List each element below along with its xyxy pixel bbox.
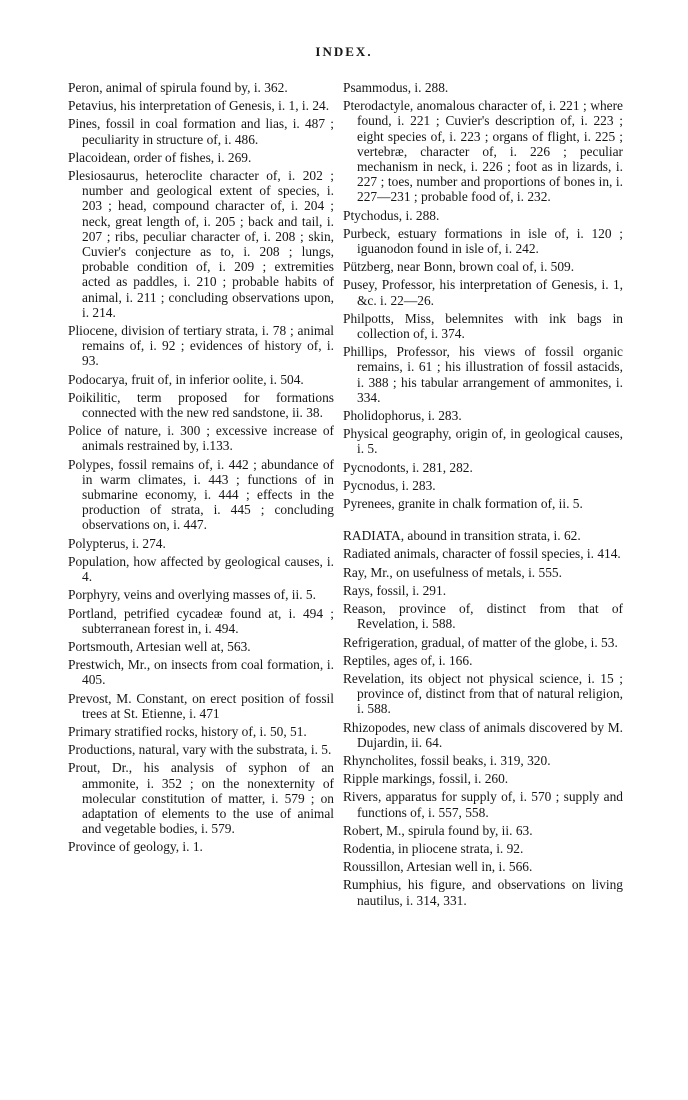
index-entry: Pliocene, division of tertiary strata, i. 78 ; animal remains of, i. 92 ; evidences of history of, i. 93. (68, 323, 334, 369)
index-entry: Robert, M., spirula found by, ii. 63. (343, 822, 533, 838)
index-entry: Peron, animal of spirula found by, i. 362. (68, 80, 288, 95)
index-entry: Polypterus, i. 274. (68, 535, 166, 551)
index-entry: Radiated animals, character of fossil species, i. 414. (343, 546, 621, 562)
index-entry: Pützberg, near Bonn, brown coal of, i. 509. (343, 259, 575, 275)
index-entry: Rodentia, in pliocene strata, i. 92. (343, 840, 524, 856)
index-entry: Portsmouth, Artesian well at, 563. (68, 638, 251, 654)
index-entry: Prevost, M. Constant, on erect position of fossil trees at St. Etienne, i. 471 (68, 690, 334, 721)
index-entry: Psammodus, i. 288. (343, 80, 449, 95)
index-entry: RADIATA, abound in transition strata, i. 62. (343, 528, 581, 544)
index-entry: Province of geology, i. 1. (68, 839, 203, 855)
index-entry: Phillips, Professor, his views of fossil organic remains, i. 61 ; his illustration of fossil astacids, i. 388 ; his tabular arrangement of ammonites, i. 334. (343, 344, 623, 405)
index-column-right (343, 80, 623, 911)
index-entry: Plesiosaurus, heteroclite character of, i. 202 ; number and geological extent of species, i. 203 ; head, compound character of, i. 204 ; neck, great length of, i. 205 ; back and tail, i. 207 ; ribs, peculiar character of, i. 208 ; skin, Cuvier's conjecture as to, i. 208 ; lungs, probable condition of, i. 209 ; extremities acted as paddles, i. 210 ; probable habits of animal, i. 211 ; concluding observations upon, i. 214. (68, 168, 334, 320)
index-entry: Pterodactyle, anomalous character of, i. 221 ; where found, i. 221 ; Cuvier's description of, i. 223 ; eight species of, i. 223 ; organs of flight, i. 225 ; vertebræ, character of, i. 226 ; peculiar mechanism in neck, i. 226 ; foot as in lizards, i. 227 ; toes, number and proportions of bones in, i. 227—231 ; probable food of, i. 232. (343, 98, 623, 205)
index-entry: Ripple markings, fossil, i. 260. (343, 771, 509, 787)
index-entry: Refrigeration, gradual, of matter of the globe, i. 53. (343, 634, 618, 650)
index-entry: Pyrenees, granite in chalk formation of, ii. 5. (343, 496, 583, 512)
index-entry: Pycnodus, i. 283. (343, 477, 436, 493)
index-entry: Rhyncholites, fossil beaks, i. 319, 320. (343, 752, 551, 768)
index-entry: Roussillon, Artesian well in, i. 566. (343, 859, 533, 875)
index-entry: Pholidophorus, i. 283. (343, 408, 462, 424)
index-entry: Placoidean, order of fishes, i. 269. (68, 149, 252, 165)
index-entry: Podocarya, fruit of, in inferior oolite, i. 504. (68, 371, 304, 387)
index-entry: Rhizopodes, new class of animals discovered by M. Dujardin, ii. 64. (343, 719, 623, 750)
index-entry: Porphyry, veins and overlying masses of, ii. 5. (68, 587, 316, 603)
index-entry: Pycnodonts, i. 281, 282. (343, 459, 473, 475)
index-entry: Petavius, his interpretation of Genesis, i. 1, i. 24. (68, 98, 330, 114)
index-column-left (68, 80, 334, 858)
index-entry: Rivers, apparatus for supply of, i. 570 ; supply and functions of, i. 557, 558. (343, 789, 623, 820)
index-entry: Productions, natural, vary with the substrata, i. 5. (68, 742, 332, 758)
index-entry: Reptiles, ages of, i. 166. (343, 652, 473, 668)
index-entry: Philpotts, Miss, belemnites with ink bags in collection of, i. 374. (343, 310, 623, 342)
index-entry: Pusey, Professor, his interpretation of Genesis, i. 1, &c. i. 22—26. (343, 277, 623, 308)
index-entry: Polypes, fossil remains of, i. 442 ; abundance of in warm climates, i. 443 ; functions of in submarine economy, i. 444 ; effects in the production of strata, i. 445 ; concluding observations on, i. 447. (68, 456, 334, 533)
index-entry: Prout, Dr., his analysis of syphon of an ammonite, i. 352 ; on the nonexternity of molecular constitution of matter, i. 579 ; on adaptation of elements to the use of animal and vegetable bodies, i. 579. (68, 760, 334, 837)
index-entry: Pines, fossil in coal formation and lias, i. 487 ; peculiarity in structure of, i. 486. (68, 116, 334, 147)
index-entry: Rumphius, his figure, and observations on living nautilus, i. 314, 331. (343, 877, 623, 908)
section-gap (343, 514, 623, 528)
index-entry: Portland, petrified cycadeæ found at, i. 494 ; subterranean forest in, i. 494. (68, 605, 334, 636)
index-entry: Rays, fossil, i. 291. (343, 582, 447, 598)
index-entry: Physical geography, origin of, in geological causes, i. 5. (343, 426, 623, 457)
index-entry: Prestwich, Mr., on insects from coal formation, i. 405. (68, 657, 334, 688)
index-entry: Purbeck, estuary formations in isle of, i. 120 ; iguanodon found in isle of, i. 242. (343, 225, 623, 257)
index-entry: Reason, province of, distinct from that of Revelation, i. 588. (343, 601, 623, 632)
index-entry: Ptychodus, i. 288. (343, 207, 440, 223)
index-entry: Poikilitic, term proposed for formations connected with the new red sandstone, ii. 38. (68, 389, 334, 421)
index-entry: Revelation, its object not physical science, i. 15 ; province of, distinct from that of natural religion, i. 588. (343, 670, 623, 717)
index-entry: Primary stratified rocks, history of, i. 50, 51. (68, 723, 307, 739)
index-entry: Population, how affected by geological causes, i. 4. (68, 553, 334, 585)
running-header: INDEX. (315, 44, 373, 59)
index-entry: Ray, Mr., on usefulness of metals, i. 555. (343, 564, 562, 580)
index-entry: Police of nature, i. 300 ; excessive increase of animals restrained by, i.133. (68, 423, 334, 454)
